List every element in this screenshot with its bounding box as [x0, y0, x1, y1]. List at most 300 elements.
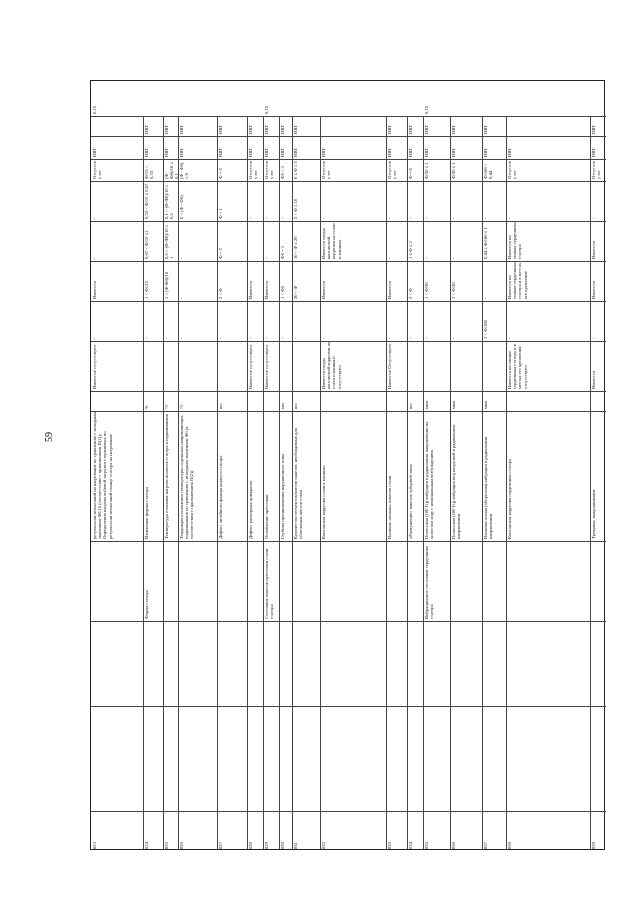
cell-text: - [92, 217, 97, 219]
table-cell-c5 [320, 181, 385, 221]
table-cell-category [143, 541, 163, 621]
cell-text: - [424, 217, 430, 219]
cell-text: Ф = 2 [218, 248, 224, 259]
cell-text: Ф/180 < 0,44 [483, 163, 494, 179]
table-cell-c8 [292, 116, 321, 136]
table-cell-num [143, 811, 163, 851]
cell-text: Дефект распорных домкратов [248, 480, 254, 539]
cell-text: НВТ [144, 124, 150, 134]
cell-text: 831 [292, 842, 298, 849]
cell-text: 5 < Ф ≤ 10 [292, 198, 298, 219]
cell-text: Контактная коррозия стали в клиньях [321, 465, 327, 539]
table-cell-c5 [450, 181, 483, 221]
table-cell-c3 [279, 261, 292, 301]
cell-text: Ф = 1 [218, 208, 224, 219]
table-cell-c6 [590, 159, 606, 181]
table-cell-c4 [320, 221, 385, 261]
cell-text: - [92, 337, 97, 339]
table-cell-c6 [178, 159, 217, 181]
table-cell-c3 [91, 261, 143, 301]
cell-text: 2 < Ф [407, 288, 413, 299]
table-cell-c4 [279, 221, 292, 261]
cell-text: - [506, 337, 512, 339]
table-cell-c6 [482, 159, 505, 181]
table-cell-c2 [279, 301, 292, 341]
cell-text: - [264, 217, 270, 219]
cell-text: Тенденция отклонения температуры отдельных направляющих подшипников по сравнению с исходным значением Ф0 (в соответствии с приложением П(2)) [179, 415, 195, 539]
cell-text: 823 [92, 842, 97, 849]
table-cell-c7 [178, 136, 217, 159]
cell-text: 825 [163, 842, 169, 849]
cell-text: 1 < Ф/30 [450, 282, 456, 299]
table-cell-c5 [407, 181, 424, 221]
cell-text: НВТ [279, 147, 285, 157]
cell-text: Полосовая (100 Гц) вибрация под нагрузкой в радиальном направлении [450, 424, 461, 539]
cell-text: НВТ [450, 147, 456, 157]
cell-text: - [144, 337, 150, 339]
cell-text: НВТ [386, 124, 392, 134]
table-cell-c2 [163, 301, 179, 341]
table-cell-c4 [386, 221, 407, 261]
cell-text: - [450, 257, 456, 259]
cell-text: Имеются/ отсутствуют [248, 344, 254, 389]
table-cell-c3 [407, 261, 424, 301]
table-cell-c3 [143, 261, 163, 301]
cell-text: 830 [279, 842, 285, 849]
table-cell-c3 [423, 261, 449, 301]
table-cell-c5 [217, 181, 247, 221]
table-cell-c4 [482, 221, 505, 261]
table-cell-c8 [143, 116, 163, 136]
cell-text: 10 < Ф ≤ 20 [292, 236, 298, 259]
cell-text: НВТ [506, 147, 512, 157]
table-cell-c2 [91, 301, 143, 341]
cell-text: Имеются [264, 281, 270, 299]
cell-text: Дефект литейного фланца корпуса статора [218, 455, 224, 539]
table-cell-c5 [143, 181, 163, 221]
cell-text: НВТ [218, 147, 224, 157]
table-cell-c9 [263, 81, 279, 116]
cell-text: °C [179, 404, 185, 409]
table-cell-c2 [178, 301, 217, 341]
table-cell-c5 [292, 181, 321, 221]
cell-text: Форма статора [144, 590, 150, 619]
table-cell-c7 [423, 136, 449, 159]
cell-text: НВТ [407, 124, 413, 134]
cell-text: - [264, 337, 270, 339]
cell-text: НВТ [179, 124, 185, 134]
cell-text: - [321, 217, 327, 219]
table-cell-c2 [590, 301, 606, 341]
cell-text: 826 [179, 842, 185, 849]
table-cell-c4 [590, 221, 606, 261]
cell-text: результатам испытаний на нагревание по сравнению с исходным значением Ф0,16 (соответствие с приложением П(2)); Определения нагрева лобовой загрузки стержневых по результатам испытаний сланце статора на нагревание [92, 412, 113, 539]
cell-text: 2 < Ф [218, 288, 224, 299]
cell-text: °C [163, 404, 169, 409]
cell-text: Имеются на спинке сердечника статора и в местах его крепления/ отсутствуют [506, 344, 528, 389]
cell-text: НВТ [218, 124, 224, 134]
cell-text: Имеются [386, 281, 392, 299]
table-cell-c7 [279, 136, 292, 159]
table-cell-c4 [263, 221, 279, 261]
table-cell-c8 [178, 116, 217, 136]
table-cell-criterion [263, 411, 279, 541]
table-cell-c5 [386, 181, 407, 221]
cell-text: Температура отекания нагрева полюсов статора и подшипников [163, 414, 169, 539]
table-cell-c1 [386, 341, 407, 391]
cell-text: НВТ [483, 124, 489, 134]
table-cell-c7 [292, 136, 321, 159]
table-cell-c7 [450, 136, 483, 159]
cell-text: шт. [292, 402, 298, 409]
table-cell-c2 [482, 301, 505, 341]
table-cell-criterion [423, 411, 449, 541]
cell-text: Полосовая (100 Гц) вибрация в радиальном направлении на холостом ходу с номинальным возбуждением [424, 421, 435, 539]
table-cell-unit [292, 391, 321, 411]
cell-text: - [179, 297, 185, 299]
table-cell-c5 [178, 181, 217, 221]
cell-text: 1 < Ф≤15 [144, 281, 150, 299]
cell-text: шт. [218, 402, 224, 409]
table-cell-c2 [386, 301, 407, 341]
table-cell-c5 [279, 181, 292, 221]
table-cell-num [247, 811, 263, 851]
table-cell-c2 [143, 301, 163, 341]
table-cell-num [91, 811, 143, 851]
table-cell-c3 [482, 261, 505, 301]
table-cell-criterion [247, 411, 263, 541]
cell-text: - [424, 257, 430, 259]
cell-text: 837 [483, 842, 489, 849]
cell-text: НВТ [321, 147, 327, 157]
cell-text: 0 < (Ф - Ф0) [179, 195, 185, 219]
cell-text: - [483, 217, 489, 219]
table-cell-num [320, 811, 385, 851]
table-cell-c3 [450, 261, 483, 301]
table-cell-c8 [423, 116, 449, 136]
table-cell-c2 [407, 301, 424, 341]
table-cell-c2 [292, 301, 321, 341]
cell-text: Ф/15 < 0,33 [144, 165, 155, 179]
cell-text: «Распушение» пакетов зубцовой зоны [407, 464, 413, 539]
cell-text: мм [279, 403, 285, 409]
table-cell-c6 [450, 159, 483, 181]
table-cell-num [407, 811, 424, 851]
table-cell-c8 [263, 116, 279, 136]
cell-text: мкм [450, 400, 456, 409]
table-cell-c6 [91, 159, 143, 181]
cell-text: НВТ [264, 147, 270, 157]
table-cell-c9 [91, 81, 143, 116]
cell-text: Отсутству ют [321, 161, 332, 179]
table-cell-unit [279, 391, 292, 411]
cell-text: Вибрационное состояние сердечника статора [424, 546, 435, 619]
cell-text: - [279, 337, 285, 339]
table-cell-criterion [91, 411, 143, 541]
cell-text: 1 < Ф/180 [483, 320, 489, 339]
cell-text: Имеются/ отсутствуют [264, 344, 270, 389]
table-cell-num [423, 811, 449, 851]
table-band-divider [91, 541, 606, 542]
table-cell-c7 [263, 136, 279, 159]
cell-text: 839 [591, 842, 597, 849]
table-cell-c6 [407, 159, 424, 181]
cell-text: 0,15 [92, 105, 97, 114]
table-cell-c1 [590, 341, 606, 391]
table-cell-unit [482, 391, 505, 411]
table-cell-c1 [506, 341, 591, 391]
cell-text: Имеются на спинке сердечника статора [506, 222, 522, 259]
cell-text: Имеются [591, 371, 597, 389]
cell-text: НВТ [292, 147, 298, 157]
table-cell-c4 [163, 221, 179, 261]
table-cell-c6 [217, 159, 247, 181]
cell-text: Ф = 0 [218, 168, 224, 179]
cell-text: Количество сегментов/листов пакетов, необходимых для ублотнения листов стали [292, 428, 303, 539]
cell-text: Ф5 < 1 [279, 165, 285, 179]
table-cell-c2 [450, 301, 483, 341]
cell-text: НВТ [292, 124, 298, 134]
cell-text: % [144, 405, 150, 409]
cell-text: Ф = 0 [407, 168, 413, 179]
cell-text: НВТ [179, 147, 185, 157]
table-cell-c8 [247, 116, 263, 136]
cell-text: Ф5 = 1 [279, 245, 285, 259]
table-cell-c1 [91, 341, 143, 391]
table-cell-c5 [482, 181, 505, 221]
cell-text: мкм [483, 400, 489, 409]
page-number: 59 [44, 432, 55, 442]
table-cell-c7 [407, 136, 424, 159]
table-cell-criterion [163, 411, 179, 541]
cell-text: НВТ [163, 147, 169, 157]
table-cell-c4 [178, 221, 217, 261]
cell-text: НВТ [279, 124, 285, 134]
cell-text: 0,33 < Ф/15 ≤ 0,67 [144, 183, 150, 219]
cell-text: НВТ [386, 147, 392, 157]
table-cell-num [292, 811, 321, 851]
table-cell-unit [163, 391, 179, 411]
cell-text: 836 [450, 842, 456, 849]
cell-text: Контактная коррозия сердечника статора [506, 458, 512, 539]
cell-text: 0,67 < Ф/15 ≤1 [144, 230, 150, 259]
cell-text: НВТ [424, 147, 430, 157]
table-cell-criterion [143, 411, 163, 541]
table-cell-c4 [217, 221, 247, 261]
cell-text: шт. [407, 402, 413, 409]
cell-text: 0 ≤ Ф ≤ 5 [292, 161, 298, 179]
table-cell-criterion [506, 411, 591, 541]
cell-text: Ф/30 ≤ 1 [450, 162, 456, 179]
table-cell-c4 [407, 221, 424, 261]
cell-text: Низкочастотная (оборотная) вибрация в радиальном направлении [483, 436, 494, 539]
table-cell-c8 [279, 116, 292, 136]
table-cell-c4 [292, 221, 321, 261]
cell-text: Имеются следы контактной коррозии на стали и клиньях [321, 223, 343, 259]
table-cell-category [263, 541, 279, 621]
table-cell-c8 [217, 116, 247, 136]
cell-text: 0,44 ≤ Ф/180 ≤ 1 [483, 227, 489, 259]
table-cell-c2 [263, 301, 279, 341]
table-cell-c3 [590, 261, 606, 301]
cell-text: 0,1 < (Ф-Ф0)/10 ≤ 0,5 [163, 184, 174, 219]
cell-text: - [506, 217, 512, 219]
table-cell-c3 [292, 261, 321, 301]
table-cell-c5 [423, 181, 449, 221]
cell-text: НВТ [591, 147, 597, 157]
cell-text: Отсутству ют [506, 161, 517, 179]
cell-text: Отсутству ют [386, 161, 397, 179]
cell-text: - [591, 217, 597, 219]
table-band-divider [91, 621, 606, 622]
cell-text: Ослабление прессовки [264, 494, 270, 539]
cell-text: - [179, 257, 185, 259]
table-cell-c7 [506, 136, 591, 159]
cell-text: НВТ [163, 124, 169, 134]
table-cell-criterion [482, 411, 505, 541]
cell-text: - [292, 337, 298, 339]
cell-text: 0,15 [424, 105, 430, 114]
cell-text: - [264, 257, 270, 259]
cell-text: 1 < Ф/30 [424, 282, 430, 299]
table-cell-c7 [320, 136, 385, 159]
table-band-divider [91, 706, 606, 707]
cell-text: 1 < Ф5 [279, 285, 285, 299]
table-cell-num [178, 811, 217, 851]
cell-text: - [424, 337, 430, 339]
table-cell-c5 [163, 181, 179, 221]
table-cell-c3 [506, 261, 591, 301]
table-cell-unit [450, 391, 483, 411]
cell-text: НВТ [248, 147, 254, 157]
cell-text: - [386, 337, 392, 339]
table-cell-criterion [292, 411, 321, 541]
cell-text: 832 [321, 842, 327, 849]
table-cell-c7 [247, 136, 263, 159]
cell-text: Наличие «волны» пакетов стали [386, 475, 392, 539]
cell-text: 0,5 < (Ф-Ф0)/10 ≤ 1 [163, 224, 174, 259]
table-cell-num [263, 811, 279, 851]
table-cell-c7 [590, 136, 606, 159]
cell-text: - [92, 257, 97, 259]
table-cell-num [482, 811, 505, 851]
cell-text: 0,15 [264, 105, 270, 114]
table-cell-c7 [163, 136, 179, 159]
table-cell-c6 [386, 159, 407, 181]
table-cell-criterion [386, 411, 407, 541]
cell-text: Имеются [591, 241, 597, 259]
cell-text: 829 [264, 842, 270, 849]
table-cell-c3 [263, 261, 279, 301]
table-cell-c6 [163, 159, 179, 181]
table-cell-c8 [590, 116, 606, 136]
cell-text: НВТ [144, 147, 150, 157]
table-cell-c4 [91, 221, 143, 261]
table-cell-c6 [506, 159, 591, 181]
cell-text: 824 [144, 842, 150, 849]
table-cell-unit [423, 391, 449, 411]
cell-text: 827 [218, 842, 224, 849]
cell-text: Трещины, выкрашивание [591, 489, 597, 539]
cell-text: - [407, 337, 413, 339]
table-cell-category [423, 541, 449, 621]
cell-text: Имеются [92, 281, 97, 299]
table-cell-unit [178, 391, 217, 411]
table-cell-c2 [217, 301, 247, 341]
cell-text: мкм [424, 400, 430, 409]
table-cell-c5 [247, 181, 263, 221]
table-cell-c2 [247, 301, 263, 341]
table-cell-c4 [450, 221, 483, 261]
table-cell-c6 [320, 159, 385, 181]
cell-text: (Ф - Ф0) ≤ 0 [179, 162, 190, 179]
cell-text: Отсутству ют [264, 161, 275, 179]
cell-text: Отсутству ют [591, 161, 602, 179]
table-cell-criterion [407, 411, 424, 541]
table-cell-c7 [482, 136, 505, 159]
cell-text: НВТ [407, 147, 413, 157]
cell-text: НВТ [92, 147, 97, 157]
table-cell-c8 [450, 116, 483, 136]
table-cell-c8 [407, 116, 424, 136]
cell-text: 834 [407, 842, 413, 849]
table-cell-c3 [247, 261, 263, 301]
table-cell-c1 [320, 341, 385, 391]
cell-text: - [591, 337, 597, 339]
cell-text: - [279, 217, 285, 219]
cell-text: 833 [386, 842, 392, 849]
table-cell-c2 [423, 301, 449, 341]
cell-text: Имеются [591, 281, 597, 299]
table-cell-criterion [178, 411, 217, 541]
table-cell-c5 [506, 181, 591, 221]
table-cell-c2 [320, 301, 385, 341]
table-cell-c6 [279, 159, 292, 181]
table-cell-num [590, 811, 606, 851]
table-cell-c6 [423, 159, 449, 181]
table-cell-c2 [506, 301, 591, 341]
cell-text: НВТ [264, 124, 270, 134]
table-cell-c3 [217, 261, 247, 301]
cell-text: НВТ [424, 124, 430, 134]
cell-text: Состояние пакетов прессовки стали статора [264, 548, 275, 619]
table-cell-num [450, 811, 483, 851]
cell-text: - [450, 337, 456, 339]
table-cell-c7 [143, 136, 163, 159]
cell-text: - [163, 337, 169, 339]
table-cell-c1 [247, 341, 263, 391]
table-cell-c3 [386, 261, 407, 301]
cell-text: НВТ [591, 124, 597, 134]
table-cell-c7 [217, 136, 247, 159]
cell-text: - [483, 297, 489, 299]
cell-text: Изменение формы статора [144, 487, 150, 539]
cell-text: Имеются/ отсутствуют [92, 344, 97, 389]
table-cell-c4 [423, 221, 449, 261]
cell-text: 828 [248, 842, 254, 849]
cell-text: - [248, 217, 254, 219]
table-cell-num [279, 811, 292, 851]
table-cell-c6 [247, 159, 263, 181]
cell-text: Глубина проникновения нарушенного зоны [279, 453, 285, 539]
table-cell-c1 [263, 341, 279, 391]
cell-text: - [179, 337, 185, 339]
cell-text: Отсутству ют [248, 161, 259, 179]
table-cell-unit [143, 391, 163, 411]
cell-text: 20 < Ф [292, 285, 298, 299]
table-cell-c8 [386, 116, 407, 136]
cell-text: 838 [506, 842, 512, 849]
